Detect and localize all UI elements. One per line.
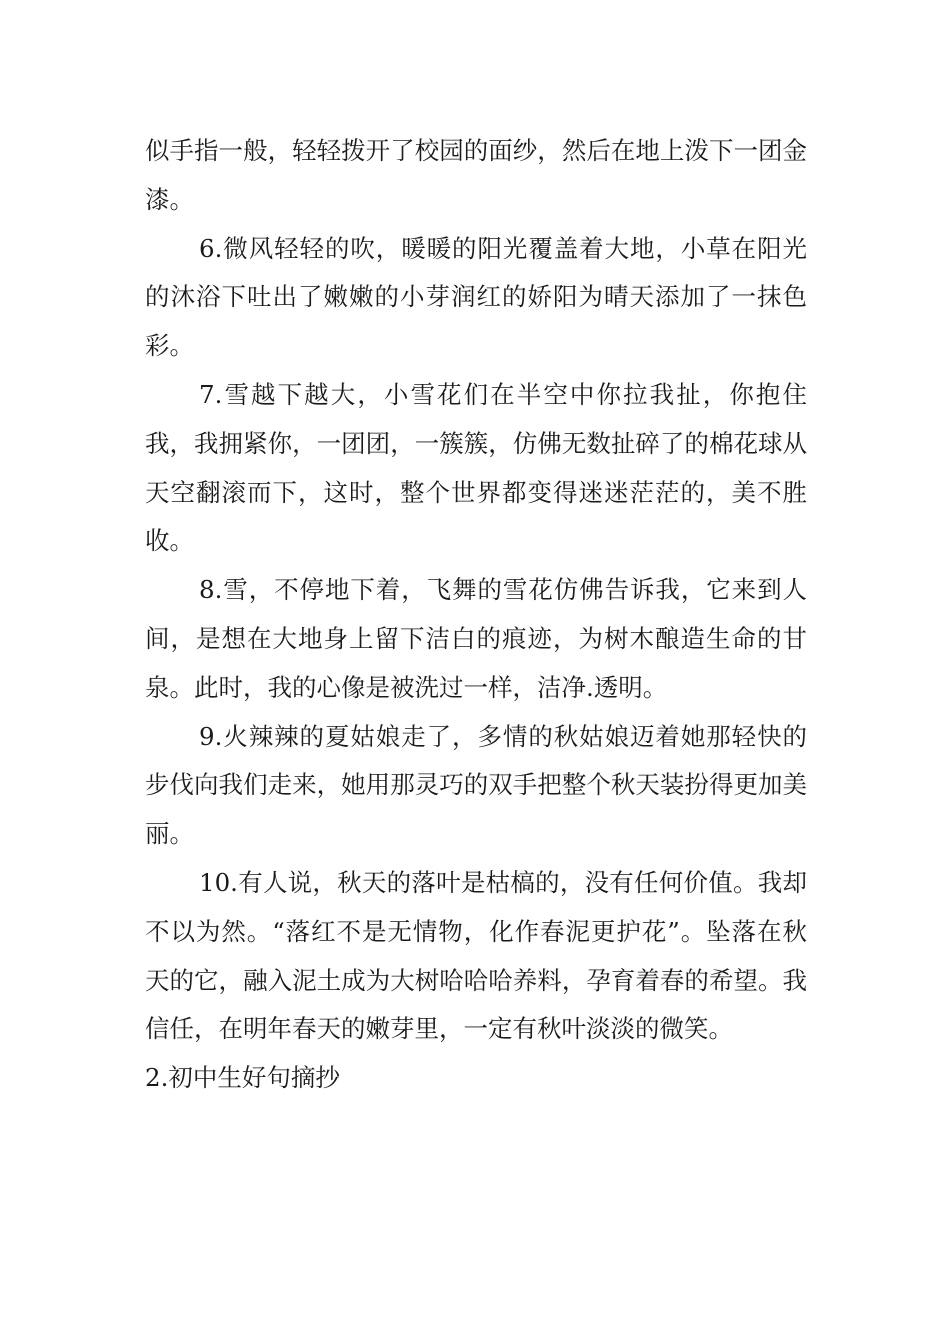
document-body (145, 127, 807, 1103)
paragraph-item-8: 8.雪，不停地下着，飞舞的雪花仿佛告诉我，它来到人间，是想在大地身上留下洁白的痕迹，为树木酿造生命的甘泉。此时，我的心像是被洗过一样，洁净.透明。 (145, 575, 807, 702)
paragraph-item-7: 7.雪越下越大，小雪花们在半空中你拉我扯，你抱住我，我拥紧你，一团团，一簇簇，仿佛无数扯碎了的棉花球从天空翻滚而下，这时，整个世界都变得迷迷茫茫的，美不胜收。 (145, 379, 807, 556)
paragraph-item-9: 9.火辣辣的夏姑娘走了，多情的秋姑娘迈着她那轻快的步伐向我们走来，她用那灵巧的双手把整个秋天装扮得更加美丽。 (145, 721, 807, 849)
paragraph-item-10: 10.有人说，秋天的落叶是枯槁的，没有任何价值。我却不以为然。“落红不是无情物，化作春泥更护花”。坠落在秋天的它，融入泥土成为大树哈哈哈养料，孕育着春的希望。我信任，在明年春天的嫩芽里，一定有秋叶淡淡的微笑。 (145, 867, 807, 1044)
paragraph-item-6: 6.微风轻轻的吹，暖暖的阳光覆盖着大地，小草在阳光的沐浴下吐出了嫩嫩的小芽润红的娇阳为晴天添加了一抹色彩。 (145, 233, 807, 361)
section-heading: 2.初中生好句摘抄 (145, 1063, 340, 1093)
paragraph-continuation: 似手指一般，轻轻拨开了校园的面纱，然后在地上泼下一团金漆。 (145, 136, 807, 214)
